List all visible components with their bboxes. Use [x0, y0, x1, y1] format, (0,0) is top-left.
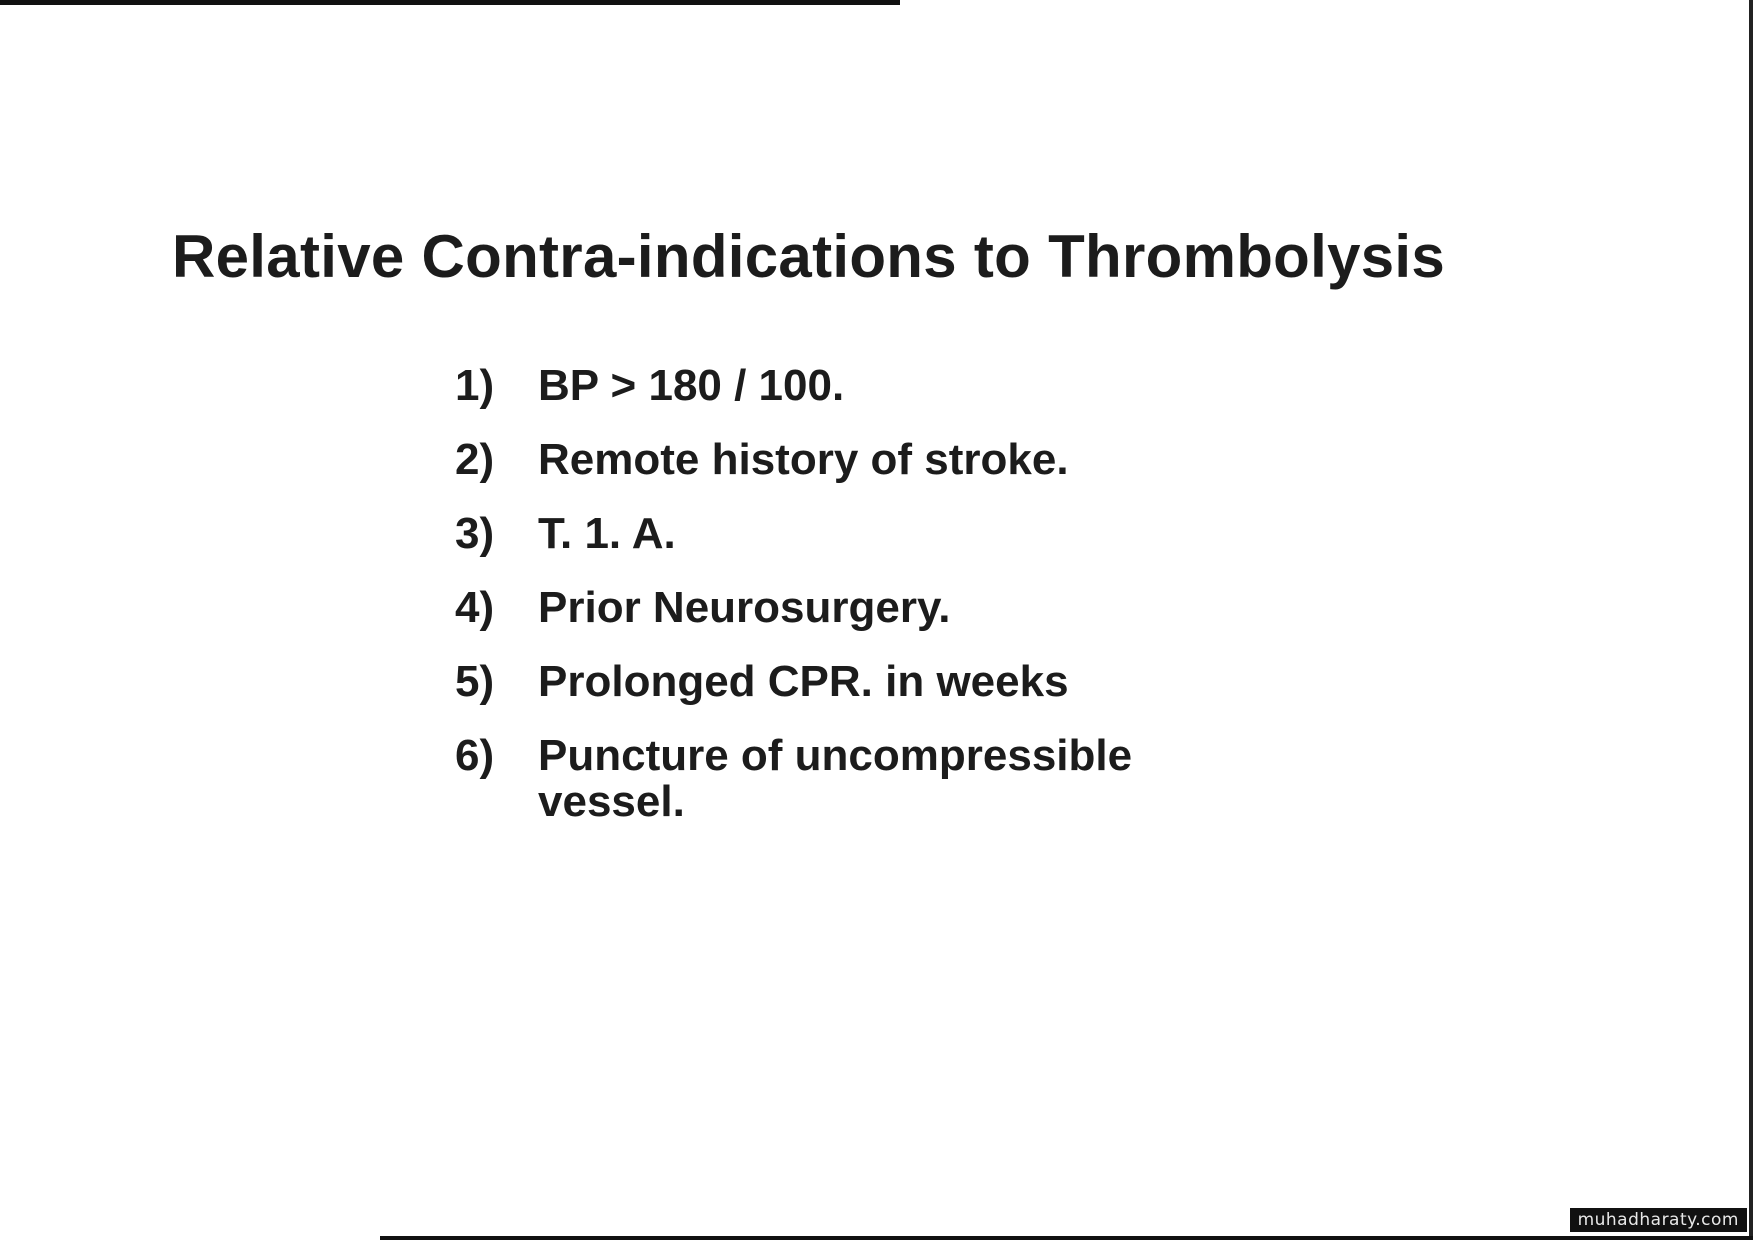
slide-title: Relative Contra-indications to Thrombolysis	[172, 223, 1446, 290]
list-item	[455, 511, 1258, 557]
scan-edge-top	[0, 0, 900, 5]
list-item-number: 1)	[455, 361, 495, 410]
list-item-text: Remote history of stroke.	[538, 435, 1069, 484]
list-item-text: T. 1. A.	[538, 509, 676, 558]
list-item-text: Prior Neurosurgery.	[538, 583, 951, 632]
list-item-number: 3)	[455, 509, 495, 558]
scan-edge-right	[1749, 0, 1753, 1240]
list-item-text: BP > 180 / 100.	[538, 361, 845, 410]
list-item	[455, 659, 1258, 705]
list-item-number: 4)	[455, 583, 495, 632]
scan-edge-bottom	[380, 1236, 1753, 1240]
list-item-number: 5)	[455, 657, 495, 706]
list-item-text: Prolonged CPR. in weeks	[538, 657, 1069, 706]
contraindication-list	[455, 363, 1258, 853]
list-item-text: Puncture of uncompressible vessel.	[538, 731, 1133, 826]
list-item	[455, 437, 1258, 483]
list-item-number: 6)	[455, 731, 495, 780]
list-item	[455, 363, 1258, 409]
list-item	[455, 733, 1258, 825]
list-item-number: 2)	[455, 435, 495, 484]
list-item	[455, 585, 1258, 631]
watermark: muhadharaty.com	[1570, 1208, 1747, 1232]
